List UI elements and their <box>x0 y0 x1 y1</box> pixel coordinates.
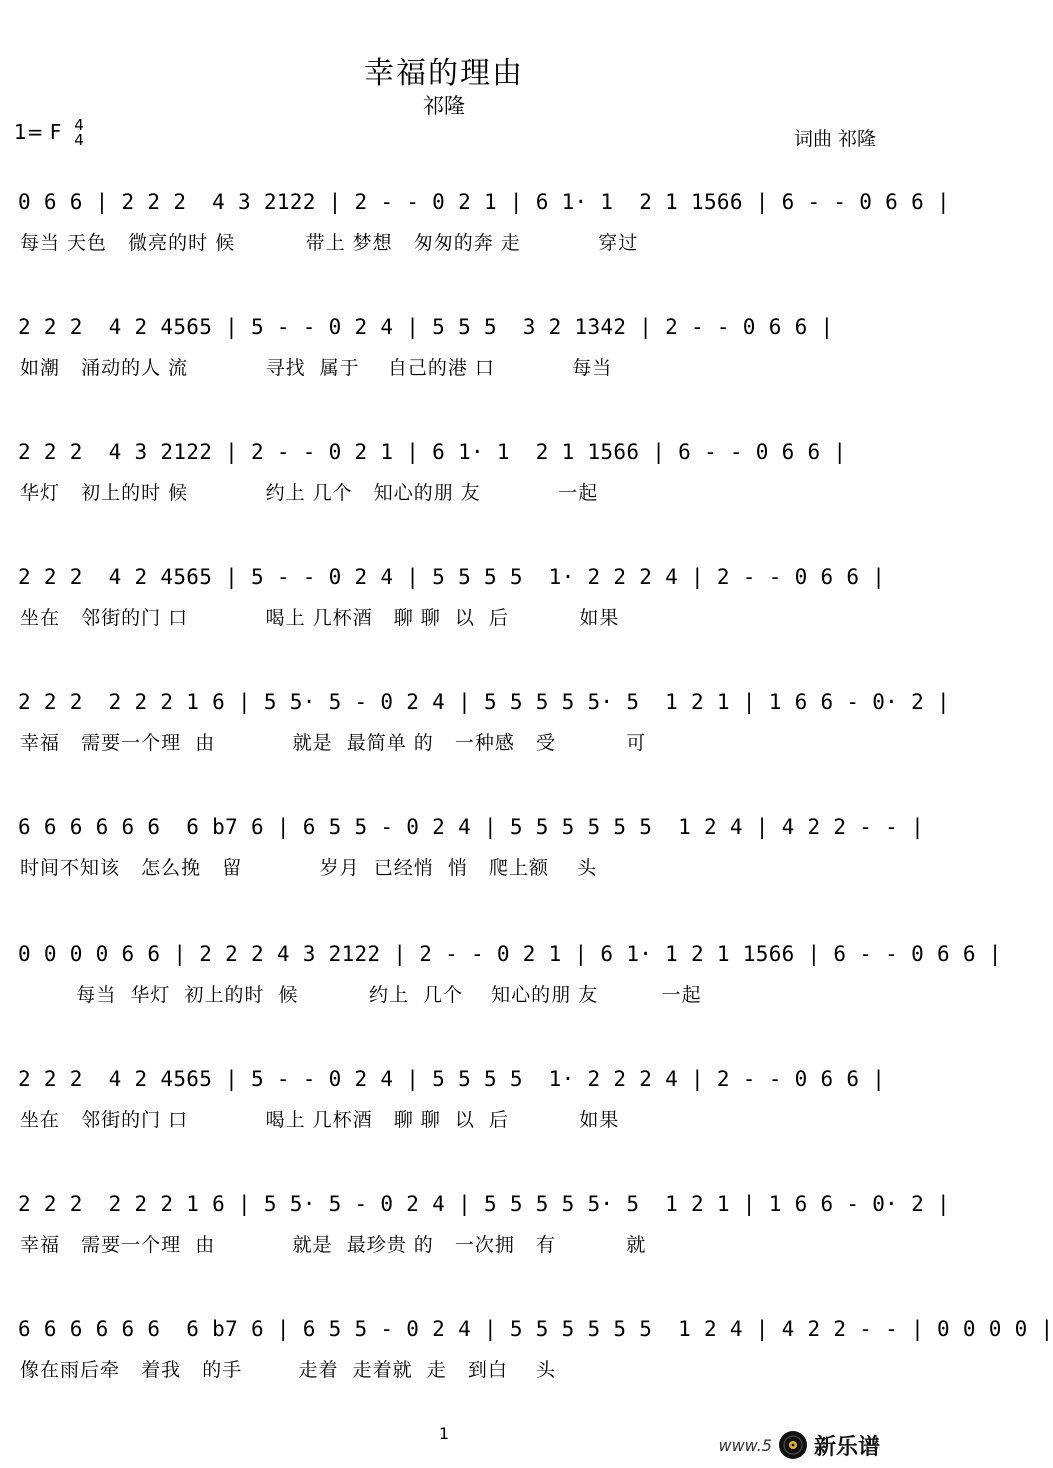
score-row <box>0 1057 888 1167</box>
lyrics-line: 华灯 初上的时 候 约上 几个 知心的朋 友 一起 <box>20 482 599 504</box>
score-row <box>0 1307 1053 1417</box>
time-signature-top: 4 <box>74 116 84 134</box>
lyrics-line: 如潮 涌动的人 流 寻找 属于 自己的港 口 每当 <box>20 357 613 379</box>
watermark-brand: 新乐谱 <box>813 1434 880 1460</box>
lyrics-line: 幸福 需要一个理 由 就是 最珍贵 的 一次拥 有 就 <box>20 1234 647 1256</box>
song-artist: 祁隆 <box>423 94 465 118</box>
notation-line: 2 2 2 2 2 2 1 6 | 5 5· 5 - 0 2 4 | 5 5 5 5 5· 5 1 2 1 | 1 6 6 - 0· 2 | <box>18 1192 950 1216</box>
watermark <box>718 1428 880 1462</box>
vinyl-record-icon <box>778 1430 808 1460</box>
song-title: 幸福的理由 <box>364 56 524 91</box>
lyrics-line: 时间不知该 怎么挽 留 岁月 已经悄 悄 爬上额 头 <box>20 857 598 879</box>
notation-line: 2 2 2 4 2 4565 | 5 - - 0 2 4 | 5 5 5 5 1· 2 2 2 4 | 2 - - 0 6 6 | <box>18 1067 886 1091</box>
score-row <box>0 180 950 290</box>
notation-line: 0 6 6 | 2 2 2 4 3 2122 | 2 - - 0 2 1 | 6 1· 1 2 1 1566 | 6 - - 0 6 6 | <box>18 190 950 214</box>
page-number: 1 <box>438 1424 450 1443</box>
lyrics-line: 像在雨后牵 着我 的手 走着 走着就 走 到白 头 <box>20 1359 556 1381</box>
notation-line: 2 2 2 4 3 2122 | 2 - - 0 2 1 | 6 1· 1 2 1 1566 | 6 - - 0 6 6 | <box>18 440 847 464</box>
notation-line: 0 0 0 0 6 6 | 2 2 2 4 3 2122 | 2 - - 0 2 1 | 6 1· 1 2 1 1566 | 6 - - 0 6 6 | <box>18 942 1002 966</box>
score-row <box>0 805 925 915</box>
notation-line: 2 2 2 2 2 2 1 6 | 5 5· 5 - 0 2 4 | 5 5 5 5 5· 5 1 2 1 | 1 6 6 - 0· 2 | <box>18 690 950 714</box>
time-signature <box>72 118 86 148</box>
credit: 词曲 祁隆 <box>793 128 876 150</box>
notation-line: 2 2 2 4 2 4565 | 5 - - 0 2 4 | 5 5 5 5 1· 2 2 2 4 | 2 - - 0 6 6 | <box>18 565 886 589</box>
score-row <box>0 680 950 790</box>
time-signature-bottom: 4 <box>74 131 84 149</box>
lyrics-line: 每当 天色 微亮的时 候 带上 梦想 匆匆的奔 走 穿过 <box>20 232 639 254</box>
notation-line: 2 2 2 4 2 4565 | 5 - - 0 2 4 | 5 5 5 3 2 1342 | 2 - - 0 6 6 | <box>18 315 834 339</box>
score-row <box>0 430 888 540</box>
lyrics-line: 坐在 邻街的门 口 喝上 几杯酒 聊 聊 以 后 如果 <box>20 1109 620 1131</box>
score-row <box>0 1182 950 1292</box>
watermark-url: www.5 <box>718 1435 772 1455</box>
lyrics-line: 每当 华灯 初上的时 候 约上 几个 知心的朋 友 一起 <box>20 984 702 1006</box>
notation-line: 6 6 6 6 6 6 6 b7 6 | 6 5 5 - 0 2 4 | 5 5 5 5 5 5 1 2 4 | 4 2 2 - - | 0 0 0 0 | <box>18 1317 1053 1341</box>
lyrics-line: 幸福 需要一个理 由 就是 最简单 的 一种感 受 可 <box>20 732 647 754</box>
key-signature: 1= F <box>14 120 62 144</box>
score-row <box>0 305 888 415</box>
lyrics-line: 坐在 邻街的门 口 喝上 几杯酒 聊 聊 以 后 如果 <box>20 607 620 629</box>
notation-line: 6 6 6 6 6 6 6 b7 6 | 6 5 5 - 0 2 4 | 5 5 5 5 5 5 1 2 4 | 4 2 2 - - | <box>18 815 925 839</box>
score-row <box>0 932 1002 1042</box>
score-row <box>0 555 888 665</box>
